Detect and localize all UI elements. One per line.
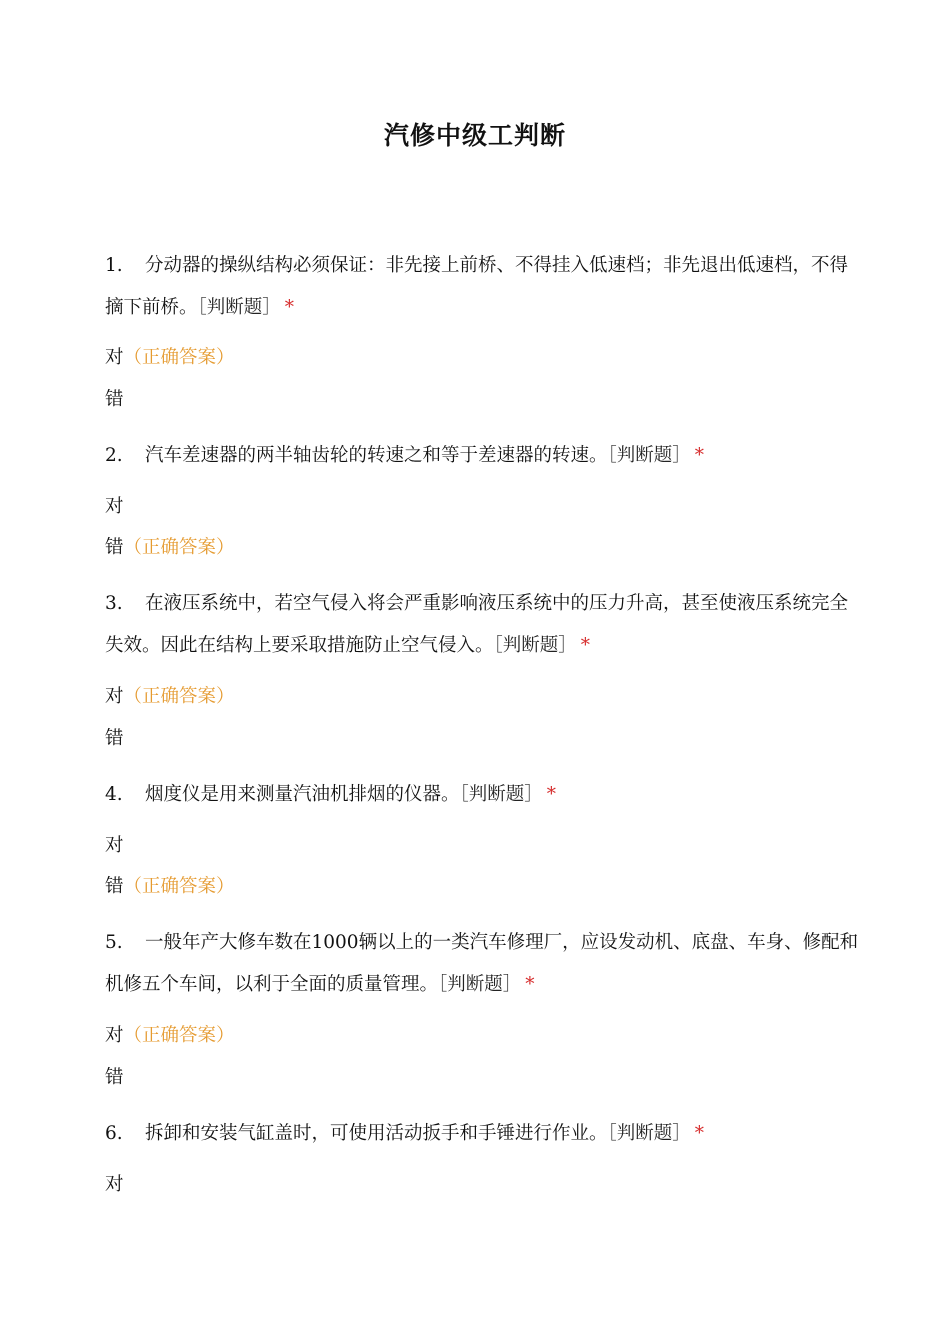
correct-answer-note: （正确答案）	[123, 347, 235, 368]
question-3	[105, 583, 865, 667]
question-number: 5.	[105, 932, 123, 953]
question-type: ［判断题］	[197, 297, 281, 318]
option-false[interactable]	[105, 385, 124, 415]
option-label: 对	[105, 1025, 124, 1046]
option-label: 错	[105, 537, 124, 558]
question-text: 在液压系统中，若空气侵入将会严重影响液压系统中的压力升高，甚至使液压系统完全失效。因此在结构上要采取措施防止空气侵入。	[105, 593, 849, 656]
question-text: 一般年产大修车数在1000辆以上的一类汽车修理厂，应设发动机、底盘、车身、修配和机修五个车间，以利于全面的质量管理。	[105, 932, 859, 995]
option-label: 对	[105, 1174, 124, 1195]
option-true[interactable]	[105, 492, 124, 522]
question-1	[105, 245, 865, 329]
option-true[interactable]	[105, 1021, 235, 1051]
correct-answer-note: （正确答案）	[123, 686, 235, 707]
question-type: ［判断题］	[493, 635, 577, 656]
question-text: 拆卸和安装气缸盖时，可使用活动扳手和手锤进行作业。	[145, 1123, 608, 1144]
question-type: ［判断题］	[459, 784, 543, 805]
option-true[interactable]	[105, 682, 235, 712]
option-false[interactable]	[105, 724, 124, 754]
option-label: 对	[105, 347, 124, 368]
question-number: 2.	[105, 445, 123, 466]
option-label: 错	[105, 1067, 124, 1088]
required-mark: *	[546, 784, 557, 805]
question-text: 烟度仪是用来测量汽油机排烟的仪器。	[145, 784, 460, 805]
option-label: 对	[105, 686, 124, 707]
required-mark: *	[525, 974, 535, 995]
question-type: ［判断题］	[607, 1123, 691, 1144]
page-title: 汽修中级工判断	[383, 121, 566, 150]
required-mark: *	[694, 1123, 705, 1144]
required-mark: *	[580, 635, 591, 656]
option-true[interactable]	[105, 831, 124, 861]
question-type: ［判断题］	[438, 974, 522, 995]
question-number: 3.	[105, 593, 123, 614]
option-label: 对	[105, 496, 124, 517]
correct-answer-note: （正确答案）	[123, 537, 235, 558]
question-type: ［判断题］	[607, 445, 691, 466]
option-label: 错	[105, 728, 124, 749]
correct-answer-note: （正确答案）	[123, 1025, 235, 1046]
option-label: 对	[105, 835, 124, 856]
question-text: 分动器的操纵结构必须保证：非先接上前桥、不得挂入低速档；非先退出低速档，不得摘下前桥。	[105, 255, 849, 318]
required-mark: *	[694, 445, 705, 466]
question-4	[105, 774, 865, 816]
question-6	[105, 1113, 865, 1155]
option-false[interactable]	[105, 872, 235, 902]
question-number: 4.	[105, 784, 123, 805]
question-5	[105, 922, 865, 1006]
question-2	[105, 435, 865, 477]
correct-answer-note: （正确答案）	[123, 876, 235, 897]
option-true[interactable]	[105, 343, 235, 373]
option-true[interactable]	[105, 1170, 124, 1200]
question-number: 6.	[105, 1123, 123, 1144]
question-number: 1.	[105, 255, 123, 276]
option-label: 错	[105, 876, 124, 897]
question-text: 汽车差速器的两半轴齿轮的转速之和等于差速器的转速。	[145, 445, 608, 466]
required-mark: *	[284, 297, 295, 318]
option-label: 错	[105, 389, 124, 410]
option-false[interactable]	[105, 1063, 124, 1093]
option-false[interactable]	[105, 533, 235, 563]
